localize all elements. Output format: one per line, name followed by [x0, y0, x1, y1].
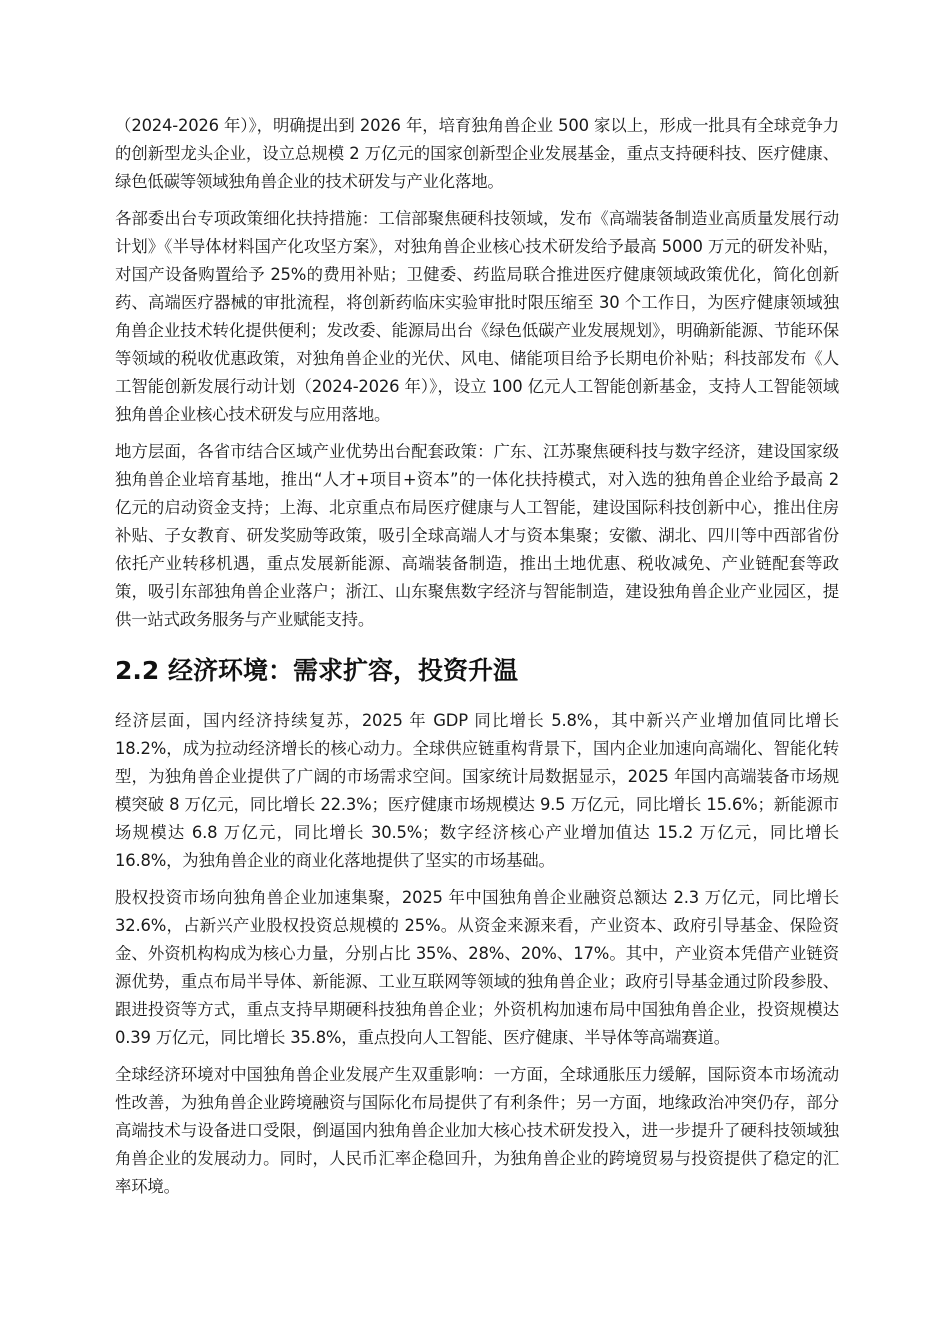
policy-paragraph-national: （2024-2026 年）》，明确提出到 2026 年，培育独角兽企业 500 家以上，形成一批具有全球竞争力的创新型龙头企业，设立总规模 2 万亿元的国家创新型企业发展基金，重点支持硬科技、医疗健康、绿色低碳等领域独角兽企业的技术研发与产业化落地。 [115, 116, 839, 191]
economy-paragraph-global: 全球经济环境对中国独角兽企业发展产生双重影响：一方面，全球通胀压力缓解，国际资本市场流动性改善，为独角兽企业跨境融资与国际化布局提供了有利条件；另一方面，地缘政治冲突仍存，部分高端技术与设备进口受限，倒逼国内独角兽企业加大核心技术研发投入，进一步提升了硬科技领域独角兽企业的发展动力。同时，人民币汇率企稳回升，为独角兽企业的跨境贸易与投资提供了稳定的汇率环境。 [115, 1065, 839, 1196]
policy-paragraph-local: 地方层面，各省市结合区域产业优势出台配套政策：广东、江苏聚焦硬科技与数字经济，建设国家级独角兽企业培育基地，推出“人才+项目+资本”的一体化扶持模式，对入选的独角兽企业给予最高 2 亿元的启动资金支持；上海、北京重点布局医疗健康与人工智能，建设国际科技创新中心，推出住房补贴、子女教育、研发奖励等政策，吸引全球高端人才与资本集聚；安徽、湖北、四川等中西部省份依托产业转移机遇，重点发展新能源、高端装备制造，推出土地优惠、税收减免、产业链配套等政策，吸引东部独角兽企业落户；浙江、山东聚焦数字经济与智能制造，建设独角兽企业产业园区，提供一站式政务服务与产业赋能支持。 [115, 442, 839, 629]
policy-paragraph-ministries: 各部委出台专项政策细化扶持措施：工信部聚焦硬科技领域，发布《高端装备制造业高质量发展行动计划》《半导体材料国产化攻坚方案》，对独角兽企业核心技术研发给予最高 5000 万元的研发补贴，对国产设备购置给予 25%的费用补贴；卫健委、药监局联合推进医疗健康领域政策优化，简化创新药、高端医疗器械的审批流程，将创新药临床实验审批时限压缩至 30 个工作日，为医疗健康领域独角兽企业技术转化提供便利；发改委、能源局出台《绿色低碳产业发展规划》，明确新能源、节能环保等领域的税收优惠政策，对独角兽企业的光伏、风电、储能项目给予长期电价补贴；科技部发布《人工智能创新发展行动计划（2024-2026 年）》，设立 100 亿元人工智能创新基金，支持人工智能领域独角兽企业核心技术研发与应用落地。 [115, 209, 839, 424]
section-heading-economic-environment: 2.2 经济环境：需求扩容，投资升温 [115, 656, 518, 685]
economy-paragraph-domestic: 经济层面，国内经济持续复苏，2025 年 GDP 同比增长 5.8%，其中新兴产业增加值同比增长 18.2%，成为拉动经济增长的核心动力。全球供应链重构背景下，国内企业加速向高端化、智能化转型，为独角兽企业提供了广阔的市场需求空间。国家统计局数据显示，2025 年国内高端装备市场规模突破 8 万亿元，同比增长 22.3%；医疗健康市场规模达 9.5 万亿元，同比增长 15.6%；新能源市场规模达 6.8 万亿元，同比增长 30.5%；数字经济核心产业增加值达 15.2 万亿元，同比增长 16.8%，为独角兽企业的商业化落地提供了坚实的市场基础。 [115, 711, 839, 870]
document-page [115, 112, 839, 1210]
economy-paragraph-investment: 股权投资市场向独角兽企业加速集聚，2025 年中国独角兽企业融资总额达 2.3 万亿元，同比增长 32.6%，占新兴产业股权投资总规模的 25%。从资金来源来看，产业资本、政府引导基金、保险资金、外资机构构成为核心力量，分别占比 35%、28%、20%、17%。其中，产业资本凭借产业链资源优势，重点布局半导体、新能源、工业互联网等领域的独角兽企业；政府引导基金通过阶段参股、跟进投资等方式，重点支持早期硬科技独角兽企业；外资机构加速布局中国独角兽企业，投资规模达 0.39 万亿元，同比增长 35.8%，重点投向人工智能、医疗健康、半导体等高端赛道。 [115, 888, 839, 1047]
